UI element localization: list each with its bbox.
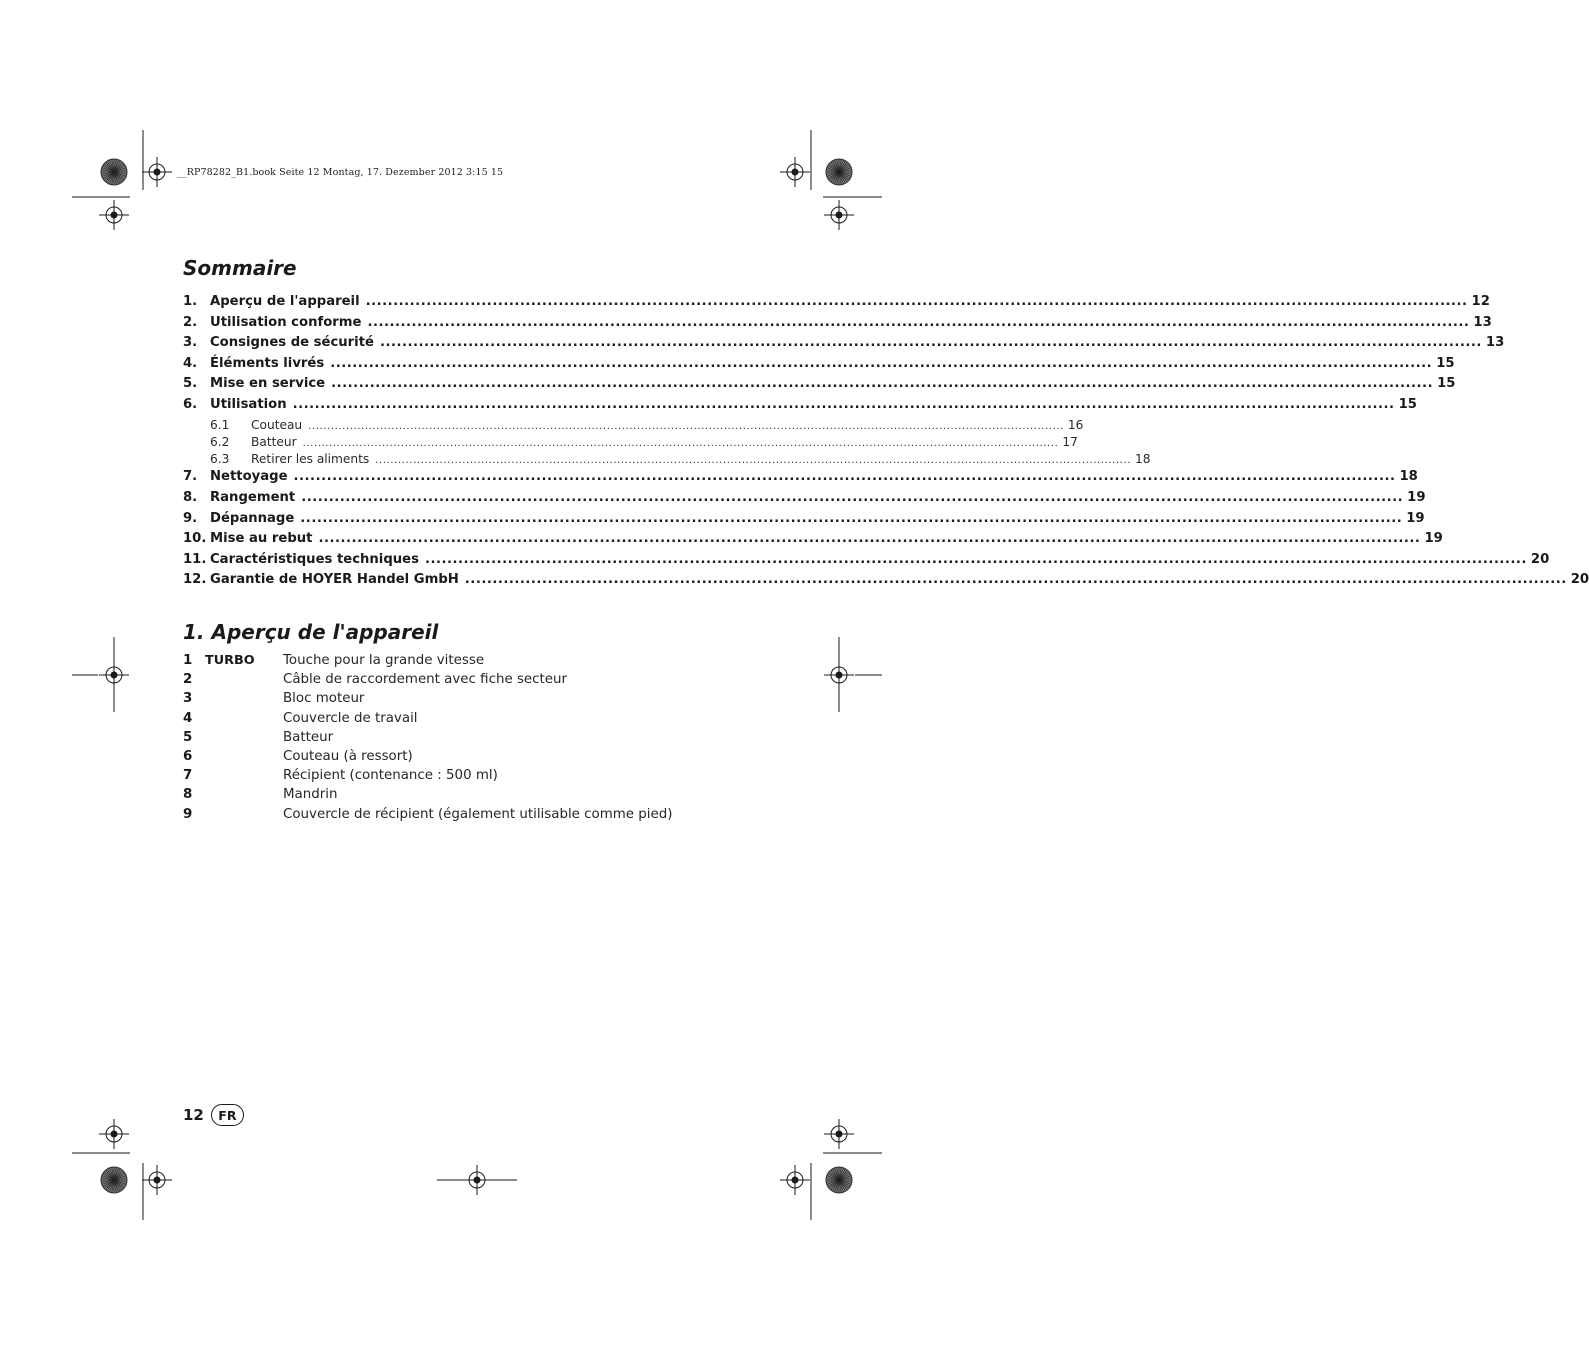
toc-entry-page: 13 [1485, 335, 1505, 351]
toc-entry-page: 13 [1473, 314, 1492, 330]
toc-entry-page: 19 [1406, 510, 1425, 526]
toc-entry[interactable] [183, 314, 1492, 336]
toc-entry-title: Nettoyage [210, 469, 288, 485]
toc-entry-number: 6.2 [210, 434, 230, 449]
parts-list [183, 653, 703, 826]
part-item [183, 730, 703, 749]
part-description: Récipient (contenance : 500 ml) [283, 768, 498, 784]
toc-entry[interactable] [183, 376, 1456, 397]
toc-dot-leader: ........................................................................................................................................................................................................ [292, 396, 1395, 412]
toc-entry-title: Batteur [251, 434, 297, 449]
registration-crosshair-icon [780, 157, 810, 187]
page-footer [183, 1104, 244, 1126]
toc-entry[interactable] [183, 434, 1078, 452]
part-description: Couvercle de récipient (également utilisable comme pied) [283, 806, 673, 822]
toc-dot-leader: ........................................................................................................................................................................................................ [330, 355, 1433, 371]
toc-dot-leader: ........................................................................................................................................................................................................ [375, 455, 1132, 467]
language-badge: FR [211, 1104, 244, 1126]
toc-entry[interactable] [183, 510, 1425, 532]
toc-entry-number: 10. [183, 531, 207, 547]
toc-entry-number: 4. [183, 355, 198, 371]
toc-entry[interactable] [183, 417, 1084, 435]
toc-entry-number: 2. [183, 314, 198, 330]
part-description: Mandrin [283, 787, 338, 803]
toc-dot-leader: ........................................................................................................................................................................................................ [367, 314, 1470, 330]
toc-dot-leader: ........................................................................................................................................................................................................ [308, 420, 1064, 432]
toc-entry-page: 16 [1067, 417, 1084, 432]
part-description: Câble de raccordement avec fiche secteur [283, 672, 568, 688]
part-item [183, 787, 703, 806]
section-title-apercu: 1. Aperçu de l'appareil [183, 620, 439, 644]
toc-dot-leader: ........................................................................................................................................................................................................ [464, 572, 1567, 588]
part-number: 9 [183, 806, 193, 822]
part-number: 6 [183, 748, 193, 764]
toc-entry-number: 7. [183, 469, 198, 485]
registration-crosshair-icon [824, 200, 854, 230]
toc-entry[interactable] [183, 396, 1417, 418]
part-number: 1 [183, 653, 193, 668]
color-target-starburst-icon [101, 1167, 127, 1193]
toc-entry[interactable] [183, 452, 1151, 469]
toc-entry[interactable] [183, 551, 1550, 573]
table-of-contents [183, 294, 1589, 593]
toc-entry-title: Caractéristiques techniques [210, 551, 419, 567]
toc-entry[interactable] [183, 490, 1426, 511]
registration-crosshair-icon [142, 1165, 172, 1195]
part-number: 2 [183, 672, 193, 688]
part-description: Bloc moteur [283, 691, 365, 707]
toc-dot-leader: ........................................................................................................................................................................................................ [365, 294, 1468, 309]
toc-entry-title: Éléments livrés [210, 355, 325, 371]
registration-crosshair-icon [99, 200, 129, 230]
toc-entry-number: 11. [183, 551, 207, 567]
color-target-starburst-icon [826, 159, 852, 185]
toc-entry-number: 6. [183, 396, 198, 412]
toc-entry[interactable] [183, 531, 1443, 552]
page-number: 12 [183, 1106, 204, 1124]
part-item [183, 807, 703, 826]
part-tag: TURBO [205, 653, 255, 668]
toc-entry-number: 5. [183, 376, 198, 392]
toc-entry-title: Utilisation [210, 396, 287, 412]
part-number: 3 [183, 691, 193, 707]
toc-dot-leader: ........................................................................................................................................................................................................ [424, 551, 1527, 567]
toc-dot-leader: ........................................................................................................................................................................................................ [318, 531, 1421, 547]
toc-dot-leader: ........................................................................................................................................................................................................ [301, 490, 1404, 506]
toc-entry-number: 3. [183, 335, 198, 351]
registration-crosshair-icon [99, 1119, 129, 1149]
part-item [183, 691, 703, 710]
toc-entry-number: 12. [183, 572, 207, 588]
toc-entry-title: Couteau [251, 417, 303, 432]
toc-entry-page: 15 [1437, 376, 1456, 392]
toc-entry-number: 1. [183, 294, 198, 309]
part-description: Batteur [283, 729, 334, 745]
part-description: Couteau (à ressort) [283, 748, 413, 764]
toc-dot-leader: ........................................................................................................................................................................................................ [293, 469, 1396, 485]
toc-entry-title: Rangement [210, 490, 296, 506]
part-description: Couvercle de travail [283, 710, 418, 726]
part-number: 7 [183, 768, 193, 784]
toc-dot-leader: ........................................................................................................................................................................................................ [302, 437, 1059, 449]
toc-entry-page: 20 [1570, 572, 1589, 588]
part-item [183, 672, 703, 691]
toc-entry[interactable] [183, 572, 1589, 593]
part-number: 5 [183, 729, 193, 745]
toc-entry-page: 19 [1407, 490, 1426, 506]
toc-entry-title: Mise au rebut [210, 531, 313, 547]
toc-entry-number: 8. [183, 490, 198, 506]
toc-entry-page: 18 [1399, 469, 1418, 485]
part-description: Touche pour la grande vitesse [283, 653, 485, 668]
part-item [183, 749, 703, 768]
color-target-starburst-icon [826, 1167, 852, 1193]
part-item [183, 711, 703, 730]
toc-entry[interactable] [183, 335, 1505, 356]
toc-entry-title: Dépannage [210, 510, 295, 526]
toc-entry-title: Mise en service [210, 376, 326, 392]
toc-entry-number: 6.3 [210, 452, 230, 467]
toc-entry[interactable] [183, 469, 1418, 490]
toc-entry[interactable] [183, 355, 1455, 377]
toc-entry-page: 15 [1398, 396, 1417, 412]
toc-entry-page: 15 [1436, 355, 1455, 371]
toc-entry-title: Retirer les aliments [251, 452, 370, 467]
toc-entry-title: Utilisation conforme [210, 314, 362, 330]
toc-entry-page: 12 [1471, 294, 1490, 309]
registration-crosshair-icon [780, 1165, 810, 1195]
toc-entry-page: 17 [1062, 434, 1078, 449]
toc-entry-page: 19 [1424, 531, 1443, 547]
part-number: 4 [183, 710, 193, 726]
toc-entry-page: 20 [1530, 551, 1550, 567]
toc-dot-leader: ........................................................................................................................................................................................................ [331, 376, 1434, 392]
registration-crosshair-icon [824, 1119, 854, 1149]
toc-dot-leader: ........................................................................................................................................................................................................ [379, 335, 1482, 351]
toc-entry-number: 9. [183, 510, 198, 526]
toc-dot-leader: ........................................................................................................................................................................................................ [300, 510, 1403, 526]
part-item [183, 768, 703, 787]
toc-entry-title: Aperçu de l'appareil [210, 294, 360, 309]
toc-title: Sommaire [183, 256, 297, 280]
toc-entry[interactable] [183, 294, 1490, 315]
registration-crosshair-icon [142, 157, 172, 187]
toc-entry-title: Garantie de HOYER Handel GmbH [210, 572, 459, 588]
color-target-starburst-icon [101, 159, 127, 185]
toc-entry-page: 18 [1135, 452, 1151, 467]
part-item [183, 653, 703, 672]
toc-entry-number: 6.1 [210, 417, 230, 432]
toc-entry-title: Consignes de sécurité [210, 335, 374, 351]
print-header-info: __RP78282_B1.book Seite 12 Montag, 17. Dezember 2012 3:15 15 [177, 167, 504, 178]
part-number: 8 [183, 787, 193, 803]
